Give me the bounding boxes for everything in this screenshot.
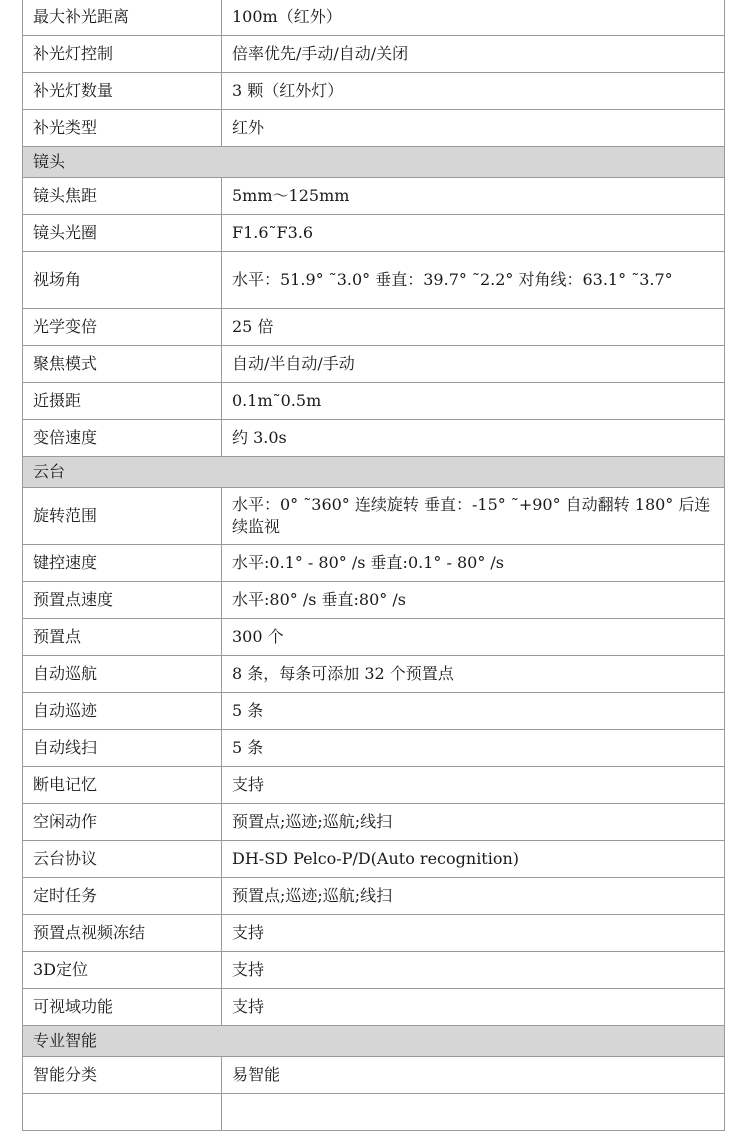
table-row bbox=[23, 952, 725, 989]
table-row bbox=[23, 383, 725, 420]
spec-value: 水平:80° /s 垂直:80° /s bbox=[222, 582, 725, 619]
table-row bbox=[23, 252, 725, 309]
spec-value: 预置点;巡迹;巡航;线扫 bbox=[222, 804, 725, 841]
spec-label: 补光灯控制 bbox=[23, 36, 222, 73]
spec-label: 键控速度 bbox=[23, 545, 222, 582]
table-row bbox=[23, 619, 725, 656]
section-title: 云台 bbox=[23, 457, 725, 488]
spec-value: 5 条 bbox=[222, 730, 725, 767]
spec-value: 支持 bbox=[222, 952, 725, 989]
spec-value: 5mm～125mm bbox=[222, 178, 725, 215]
spec-label: 预置点 bbox=[23, 619, 222, 656]
table-row bbox=[23, 488, 725, 545]
spec-label: 预置点视频冻结 bbox=[23, 915, 222, 952]
spec-value bbox=[222, 1094, 725, 1131]
table-row bbox=[23, 730, 725, 767]
spec-label: 聚焦模式 bbox=[23, 346, 222, 383]
spec-value: 8 条，每条可添加 32 个预置点 bbox=[222, 656, 725, 693]
spec-label: 自动巡迹 bbox=[23, 693, 222, 730]
spec-label: 视场角 bbox=[23, 252, 222, 309]
spec-table-body bbox=[23, 0, 725, 1131]
spec-label: 智能分类 bbox=[23, 1057, 222, 1094]
spec-label: 自动线扫 bbox=[23, 730, 222, 767]
table-row bbox=[23, 656, 725, 693]
spec-value: 支持 bbox=[222, 989, 725, 1026]
section-header-row bbox=[23, 457, 725, 488]
spec-label: 最大补光距离 bbox=[23, 0, 222, 36]
spec-label bbox=[23, 1094, 222, 1131]
spec-value: 100m（红外） bbox=[222, 0, 725, 36]
spec-value: 0.1m˜0.5m bbox=[222, 383, 725, 420]
spec-label: 可视域功能 bbox=[23, 989, 222, 1026]
spec-label: 定时任务 bbox=[23, 878, 222, 915]
spec-value: 易智能 bbox=[222, 1057, 725, 1094]
table-row bbox=[23, 215, 725, 252]
spec-value: 水平:0.1° - 80° /s 垂直:0.1° - 80° /s bbox=[222, 545, 725, 582]
spec-value: 支持 bbox=[222, 767, 725, 804]
table-row bbox=[23, 0, 725, 36]
table-row bbox=[23, 73, 725, 110]
table-row bbox=[23, 915, 725, 952]
spec-label: 镜头焦距 bbox=[23, 178, 222, 215]
table-row bbox=[23, 545, 725, 582]
spec-label: 变倍速度 bbox=[23, 420, 222, 457]
spec-value: DH-SD Pelco-P/D(Auto recognition) bbox=[222, 841, 725, 878]
table-row bbox=[23, 1094, 725, 1131]
spec-value: F1.6˜F3.6 bbox=[222, 215, 725, 252]
spec-value: 支持 bbox=[222, 915, 725, 952]
section-header-row bbox=[23, 147, 725, 178]
table-row bbox=[23, 178, 725, 215]
spec-label: 3D定位 bbox=[23, 952, 222, 989]
table-row bbox=[23, 767, 725, 804]
spec-value: 预置点;巡迹;巡航;线扫 bbox=[222, 878, 725, 915]
spec-value: 约 3.0s bbox=[222, 420, 725, 457]
table-row bbox=[23, 1057, 725, 1094]
section-title: 专业智能 bbox=[23, 1026, 725, 1057]
spec-label: 自动巡航 bbox=[23, 656, 222, 693]
spec-label: 近摄距 bbox=[23, 383, 222, 420]
spec-value: 自动/半自动/手动 bbox=[222, 346, 725, 383]
table-row bbox=[23, 989, 725, 1026]
spec-label: 空闲动作 bbox=[23, 804, 222, 841]
spec-value: 300 个 bbox=[222, 619, 725, 656]
spec-value: 25 倍 bbox=[222, 309, 725, 346]
section-header-row bbox=[23, 1026, 725, 1057]
table-row bbox=[23, 420, 725, 457]
spec-value: 倍率优先/手动/自动/关闭 bbox=[222, 36, 725, 73]
table-row bbox=[23, 582, 725, 619]
spec-label: 镜头光圈 bbox=[23, 215, 222, 252]
table-row bbox=[23, 841, 725, 878]
spec-label: 断电记忆 bbox=[23, 767, 222, 804]
spec-value: 红外 bbox=[222, 110, 725, 147]
spec-value: 水平：51.9° ˜3.0° 垂直：39.7° ˜2.2° 对角线：63.1° ˜3.7° bbox=[222, 252, 725, 309]
table-row bbox=[23, 110, 725, 147]
table-row bbox=[23, 693, 725, 730]
spec-label: 补光类型 bbox=[23, 110, 222, 147]
section-title: 镜头 bbox=[23, 147, 725, 178]
table-row bbox=[23, 878, 725, 915]
spec-table bbox=[22, 0, 725, 1131]
spec-label: 预置点速度 bbox=[23, 582, 222, 619]
spec-value: 5 条 bbox=[222, 693, 725, 730]
spec-label: 补光灯数量 bbox=[23, 73, 222, 110]
table-row bbox=[23, 804, 725, 841]
spec-value: 水平：0° ˜360° 连续旋转 垂直：-15° ˜+90° 自动翻转 180° 后连续监视 bbox=[222, 488, 725, 545]
spec-label: 云台协议 bbox=[23, 841, 222, 878]
table-row bbox=[23, 36, 725, 73]
spec-value: 3 颗（红外灯） bbox=[222, 73, 725, 110]
table-row bbox=[23, 346, 725, 383]
spec-label: 旋转范围 bbox=[23, 488, 222, 545]
spec-label: 光学变倍 bbox=[23, 309, 222, 346]
table-row bbox=[23, 309, 725, 346]
